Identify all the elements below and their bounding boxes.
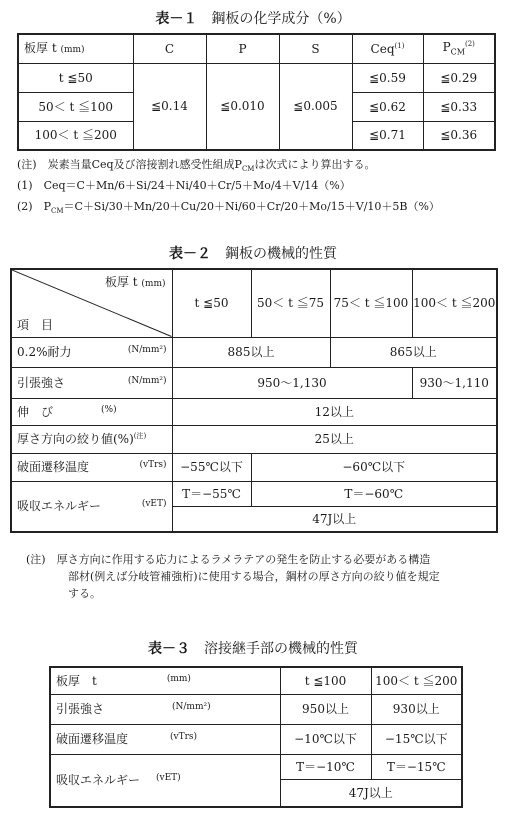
pcm-cell: ≦0.33 xyxy=(423,92,495,121)
pcm-cell: ≦0.36 xyxy=(423,121,495,150)
absorbed-energy-label: 吸収エネルギー (vET) xyxy=(50,754,280,807)
note-line: する。 xyxy=(68,587,101,600)
reduction-of-area-label: 厚さ方向の絞り値(%)$^{(注)}$ xyxy=(11,425,172,453)
thickness-cell: 100＜ t ≦200 xyxy=(18,121,133,150)
table-row xyxy=(11,425,497,453)
c-header: C xyxy=(133,34,206,63)
table2-caption: 鋼板の機械的性質 xyxy=(225,246,337,262)
corner-header xyxy=(11,269,172,337)
ceq-cell: ≦0.62 xyxy=(352,92,423,121)
fatt-value: −10℃以下 xyxy=(280,724,371,754)
reduction-of-area-value: 25以上 xyxy=(172,425,497,453)
p-header: P xyxy=(206,34,279,63)
fatt-label: 破面遷移温度 (vTrs) xyxy=(50,724,280,754)
table3-number: 表－３ xyxy=(148,641,190,657)
absorbed-energy-label: 吸収エネルギー (vET) xyxy=(11,481,172,532)
table1-title xyxy=(0,8,506,28)
corner-item-label: 項 目 xyxy=(17,317,54,332)
ceq-formula: (1) Ceq＝C＋Mn/6＋Si/24＋Ni/40＋Cr/5＋Mo/4＋V/14（%） xyxy=(17,179,351,192)
test-temperature: T＝−15℃ xyxy=(371,754,462,779)
table-row xyxy=(11,453,497,481)
proof-stress-value: 885以上 xyxy=(172,337,330,367)
elongation-label: 伸 び (%) xyxy=(11,398,172,425)
corner-thickness-label: 板厚 t (mm) xyxy=(104,275,166,289)
table1-note: (注) 炭素当量Ceq及び溶接割れ感受性組成$P_{CM}$は次式により算出する。 xyxy=(17,158,376,174)
tensile-strength-value: 950以上 xyxy=(280,694,371,724)
col-header: t ≦100 xyxy=(280,667,371,694)
col-header: t ≦50 xyxy=(172,269,251,337)
table3-header-row xyxy=(50,667,462,694)
col-header: 50＜ t ≦75 xyxy=(251,269,330,337)
table3-title xyxy=(0,638,506,658)
tensile-strength-value: 950～1,130 xyxy=(172,367,412,398)
table3-caption: 溶接継手部の機械的性質 xyxy=(204,641,358,657)
pcm-cell: ≦0.29 xyxy=(423,63,495,92)
proof-stress-label: 0.2%耐力 (N/mm²) xyxy=(11,337,172,367)
table1-caption: 鋼板の化学成分（%） xyxy=(211,11,351,27)
table2-note xyxy=(26,551,440,602)
tensile-strength-value: 930以上 xyxy=(371,694,462,724)
table-row xyxy=(18,63,495,92)
note-line: (注) 厚さ方向に作用する応力によるラメラテアの発生を防止する必要がある構造 xyxy=(26,553,431,566)
p-value: ≦0.010 xyxy=(206,63,279,150)
thickness-cell: 50＜ t ≦100 xyxy=(18,92,133,121)
fatt-label: 破面遷移温度 (vTrs) xyxy=(11,453,172,481)
col-header: 100＜ t ≦200 xyxy=(412,269,497,337)
fatt-value: −60℃以下 xyxy=(251,453,497,481)
c-value: ≦0.14 xyxy=(133,63,206,150)
table1-number: 表－１ xyxy=(155,11,198,27)
note-line: 部材(例えば分岐管補強桁)に使用する場合，鋼材の厚さ方向の絞り値を規定 xyxy=(68,570,440,583)
thickness-cell: t ≦50 xyxy=(18,63,133,92)
elongation-value: 12以上 xyxy=(172,398,497,425)
table-row xyxy=(11,481,497,506)
table-row xyxy=(50,724,462,754)
ceq-cell: ≦0.59 xyxy=(352,63,423,92)
absorbed-energy-value: 47J以上 xyxy=(280,779,462,807)
col-header: 100＜ t ≦200 xyxy=(371,667,462,694)
tensile-strength-label: 引張強さ (N/mm²) xyxy=(11,367,172,398)
tensile-strength-value: 930～1,110 xyxy=(412,367,497,398)
table-row xyxy=(50,694,462,724)
table2-title xyxy=(0,243,506,263)
test-temperature: T＝−10℃ xyxy=(280,754,371,779)
tensile-strength-label: 引張強さ (N/mm²) xyxy=(50,694,280,724)
table1-header-row xyxy=(18,34,495,63)
s-value: ≦0.005 xyxy=(279,63,352,150)
test-temperature: T＝−60℃ xyxy=(251,481,497,506)
table-row xyxy=(11,337,497,367)
table2-number: 表－２ xyxy=(169,246,211,262)
pcm-header: $P_{CM}^{(2)}$ xyxy=(423,34,495,63)
chemical-composition-table xyxy=(17,33,496,151)
absorbed-energy-value: 47J以上 xyxy=(172,506,497,532)
thickness-header: 板厚 t (mm) xyxy=(18,34,133,63)
ceq-header: Ceq$^{(1)}$ xyxy=(352,34,423,63)
table-row xyxy=(11,398,497,425)
col-header: 75＜ t ≦100 xyxy=(330,269,412,337)
table2-header-row xyxy=(11,269,497,337)
ceq-cell: ≦0.71 xyxy=(352,121,423,150)
table-row xyxy=(50,754,462,779)
test-temperature: T＝−55℃ xyxy=(172,481,251,506)
fatt-value: −15℃以下 xyxy=(371,724,462,754)
pcm-formula: (2) $P_{CM}=C+Si/30+Mn/20+Cu/20+Ni/60+Cr/20+Mo/15+V/10+5B(\%)$ xyxy=(17,200,440,216)
table-row xyxy=(11,367,497,398)
s-header: S xyxy=(279,34,352,63)
mechanical-properties-table xyxy=(10,268,498,533)
fatt-value: −55℃以下 xyxy=(172,453,251,481)
thickness-header: 板厚 t (mm) xyxy=(50,667,280,694)
proof-stress-value: 865以上 xyxy=(330,337,497,367)
weld-joint-properties-table xyxy=(49,666,463,808)
